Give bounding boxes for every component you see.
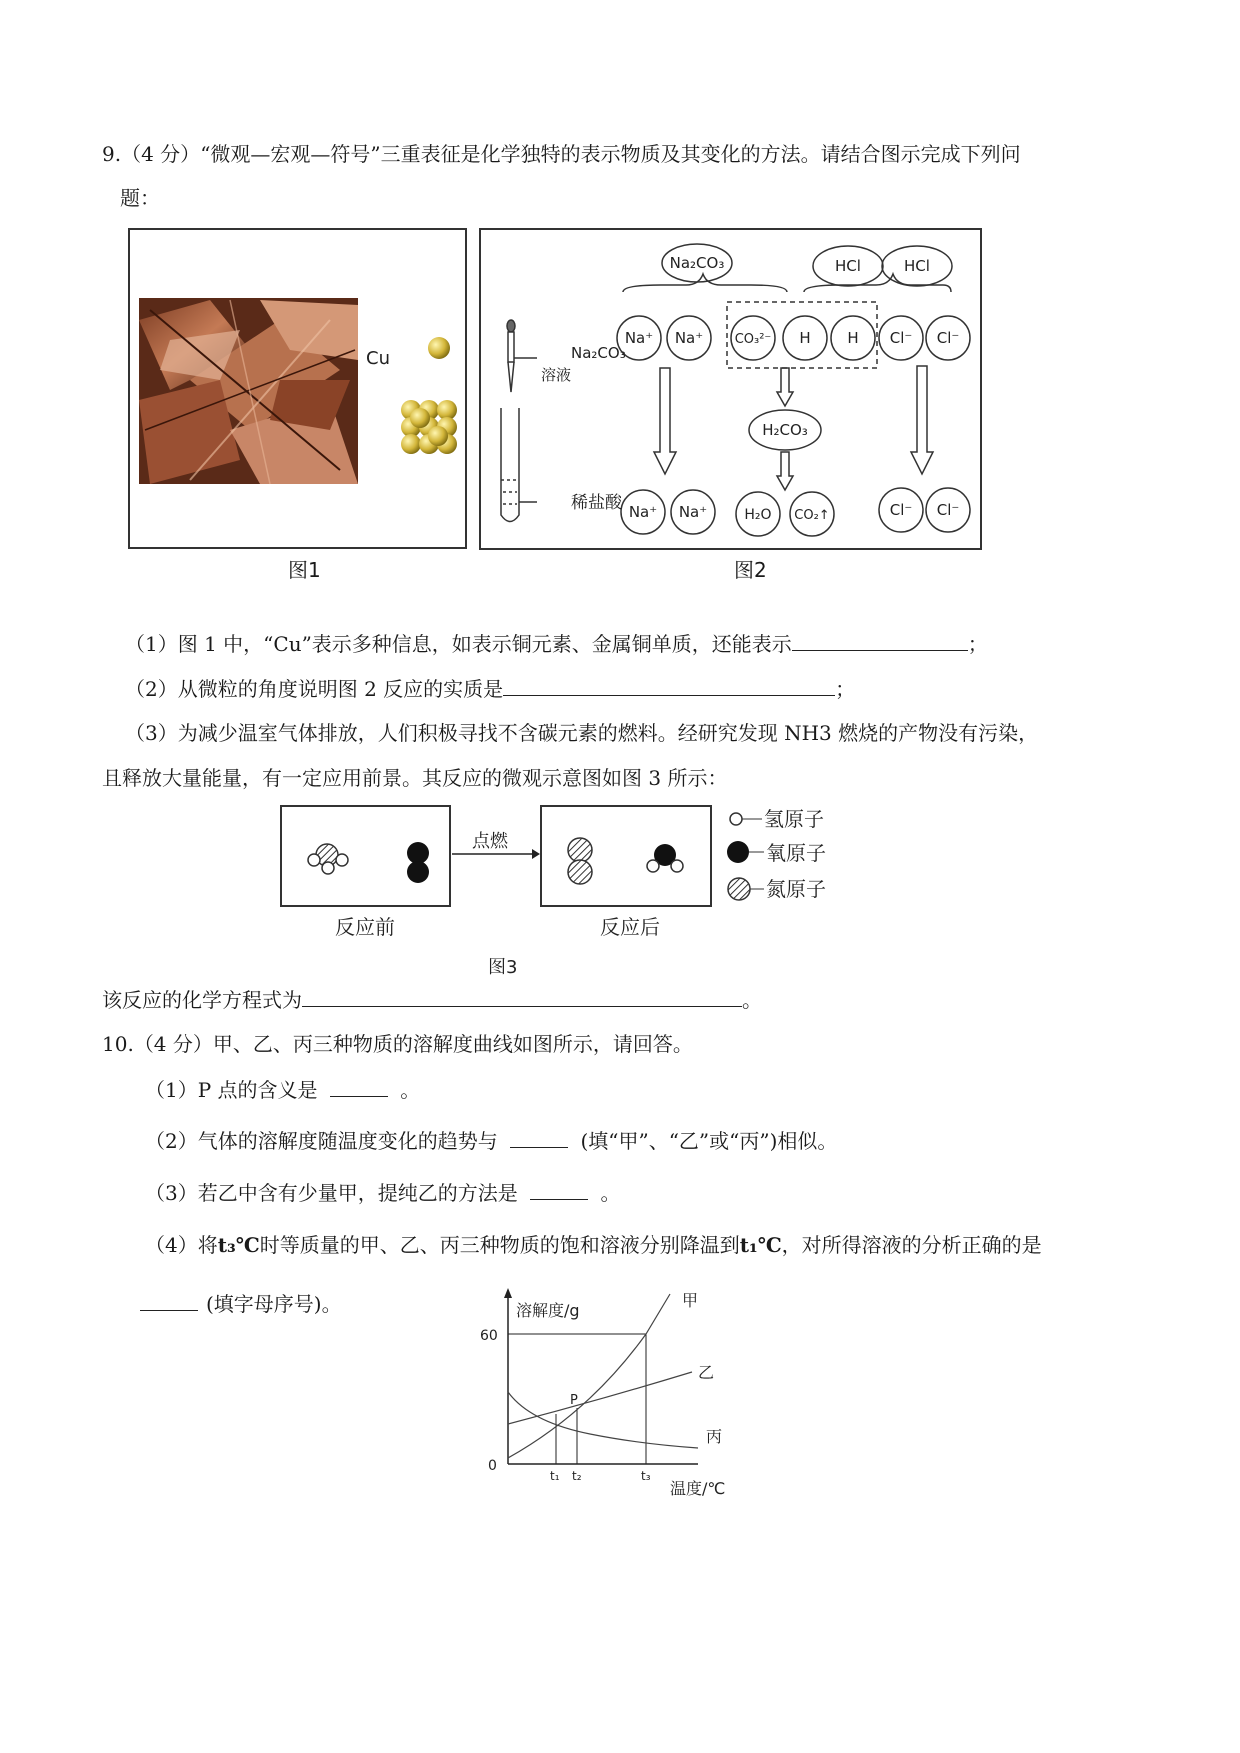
q9-number: 9. <box>102 142 122 166</box>
q9-stem-line1 <box>102 140 1021 168</box>
ion-co3: CO₃²⁻ <box>734 332 772 347</box>
copper-photo <box>139 298 358 484</box>
ion-cl-2: Cl⁻ <box>936 329 960 347</box>
legend-o-label: 氧原子 <box>766 841 826 865</box>
n2-molecule <box>568 838 592 884</box>
legend-o-icon <box>727 841 749 863</box>
q9-equation <box>102 986 762 1014</box>
nh3-molecule <box>308 844 348 874</box>
q10-number: 10. <box>102 1032 134 1056</box>
q9-sub1-text: （1）图 1 中，“Cu”表示多种信息，如表示铜元素、金属铜单质，还能表示 <box>125 632 792 656</box>
reagent-bottom: 稀盐酸 <box>571 493 622 513</box>
q9-sub1 <box>125 630 988 658</box>
reaction-condition: 点燃 <box>472 831 508 852</box>
ion-na-2: Na⁺ <box>674 329 704 347</box>
q9-equation-text: 该反应的化学方程式为 <box>102 988 302 1012</box>
legend-n-icon <box>728 878 750 900</box>
q10-stem <box>102 1030 693 1058</box>
arrow-na <box>654 368 676 474</box>
after-label: 反应后 <box>600 915 660 939</box>
figure-2-caption: 图2 <box>734 558 767 582</box>
legend-n-label: 氮原子 <box>766 877 826 901</box>
before-label: 反应前 <box>335 915 395 939</box>
figure-1-art <box>130 230 465 547</box>
arrow-co3-h <box>777 368 793 406</box>
q10-sub4-line2 <box>140 1290 342 1318</box>
prod-cl-2: Cl⁻ <box>936 501 960 519</box>
q10-score: （4 分） <box>133 1032 213 1056</box>
figure-1 <box>128 228 467 549</box>
q10-sub1-text: （1）P 点的含义是 <box>145 1078 318 1102</box>
q9-sub3-line1: （3）为减少温室气体排放，人们积极寻找不含碳元素的燃料。经研究发现 NH3 燃烧的产物没有污染， <box>125 721 1039 745</box>
q10-sub2-text: （2）气体的溶解度随温度变化的趋势与 <box>145 1129 498 1153</box>
figure-2-art <box>481 230 980 548</box>
x-axis-label: 温度/℃ <box>670 1479 726 1498</box>
q10-sub4-text-a: （4）将 <box>145 1233 218 1257</box>
x-tick-t2: t₂ <box>572 1469 582 1483</box>
hcl-label-1: HCl <box>835 257 861 275</box>
prod-co2: CO₂↑ <box>794 508 830 523</box>
ion-cl-1: Cl⁻ <box>889 329 913 347</box>
y-axis-arrow <box>504 1288 512 1298</box>
figure-3 <box>280 800 840 985</box>
hcl-label-2: HCl <box>904 257 930 275</box>
x-tick-t3: t₃ <box>641 1469 651 1483</box>
cu-atom-cluster <box>401 400 457 454</box>
y-tick-0: 0 <box>488 1458 497 1474</box>
q10-stem-text: 甲、乙、丙三种物质的溶解度曲线如图所示，请回答。 <box>212 1032 693 1056</box>
q10-sub4-text-c: ，对所得溶液的分析正确的是 <box>781 1233 1042 1257</box>
ion-h-1: H <box>799 329 811 347</box>
dropper-icon <box>507 320 515 392</box>
q9-equation-answer-blank[interactable] <box>302 988 742 1007</box>
prod-na-2: Na⁺ <box>678 503 708 521</box>
q9-sub2 <box>125 675 855 703</box>
reagent-top-line2: 溶液 <box>541 366 572 384</box>
legend-h-icon <box>730 813 742 825</box>
q10-sub2-answer-blank[interactable] <box>510 1129 568 1148</box>
q10-sub2-hint: (填“甲”、“乙”或“丙”)相似。 <box>580 1129 838 1153</box>
ion-h-2: H <box>847 329 859 347</box>
o2-molecule <box>407 842 429 883</box>
na2co3-label: Na₂CO₃ <box>669 254 725 272</box>
figure-3-caption: 图3 <box>488 957 518 978</box>
y-tick-60: 60 <box>480 1328 498 1344</box>
q10-sub4-t1: t₁℃ <box>739 1233 782 1257</box>
series-yi-label: 乙 <box>698 1363 715 1382</box>
solubility-chart-svg <box>470 1282 740 1502</box>
q9-stem-line2: 题： <box>120 186 160 210</box>
q9-sub2-text: （2）从微粒的角度说明图 2 反应的实质是 <box>125 677 504 701</box>
q10-sub1-answer-blank[interactable] <box>330 1078 388 1097</box>
reagent-top-line1: Na₂CO₃ <box>571 344 626 362</box>
figure-2 <box>479 228 982 550</box>
series-bing-label: 丙 <box>706 1427 723 1446</box>
prod-h2o: H₂O <box>744 507 772 523</box>
arrow-cl <box>911 366 933 474</box>
cu-single-atom <box>428 337 450 359</box>
q10-sub4-hint: (填字母序号)。 <box>206 1292 342 1316</box>
q9-sub3-line2: 且释放大量能量，有一定应用前景。其反应的微观示意图如图 3 所示： <box>102 766 728 790</box>
q10-sub3-end: 。 <box>600 1181 621 1205</box>
q9-equation-end: 。 <box>742 988 762 1012</box>
q10-sub4-text-b: 时等质量的甲、乙、丙三种物质的饱和溶液分别降温到 <box>259 1233 740 1257</box>
q9-score: （4 分） <box>121 142 201 166</box>
q10-sub4-t3: t₃℃ <box>217 1233 260 1257</box>
series-jia-label: 甲 <box>682 1291 699 1310</box>
series-yi-curve <box>508 1372 692 1424</box>
ion-na-1: Na⁺ <box>624 329 654 347</box>
figure-1-caption: 图1 <box>288 558 321 582</box>
q9-sub2-end: ； <box>835 677 856 701</box>
q9-sub2-answer-blank[interactable] <box>503 677 835 696</box>
q10-sub1 <box>145 1076 420 1104</box>
q9-sub1-answer-blank[interactable] <box>792 632 968 651</box>
point-p-label: P <box>570 1393 578 1408</box>
q10-sub3 <box>145 1179 620 1207</box>
q10-sub2 <box>145 1127 837 1155</box>
figure-3-art <box>280 800 840 985</box>
prod-na-1: Na⁺ <box>628 503 658 521</box>
test-tube-icon <box>501 408 519 522</box>
y-axis-label: 溶解度/g <box>516 1301 580 1320</box>
x-tick-t1: t₁ <box>550 1469 560 1483</box>
q10-sub4 <box>145 1231 1042 1259</box>
solubility-chart <box>470 1282 740 1502</box>
arrow-h2co3 <box>777 452 793 490</box>
q9-sub1-end: ； <box>967 632 988 656</box>
q10-sub4-answer-blank[interactable] <box>140 1292 198 1311</box>
cu-label: Cu <box>366 348 390 369</box>
h2co3-label: H₂CO₃ <box>762 421 808 439</box>
q10-sub1-end: 。 <box>400 1078 421 1102</box>
q10-sub3-answer-blank[interactable] <box>530 1181 588 1200</box>
legend-h-label: 氢原子 <box>764 807 824 831</box>
prod-cl-1: Cl⁻ <box>889 501 913 519</box>
q10-sub3-text: （3）若乙中含有少量甲，提纯乙的方法是 <box>145 1181 518 1205</box>
after-box <box>541 806 711 906</box>
h2o-molecule <box>647 844 683 872</box>
q9-stem-text: “微观—宏观—符号”三重表征是化学独特的表示物质及其变化的方法。请结合图示完成下列问 <box>200 142 1021 166</box>
legend <box>727 807 826 901</box>
series-bing-curve <box>508 1392 698 1448</box>
